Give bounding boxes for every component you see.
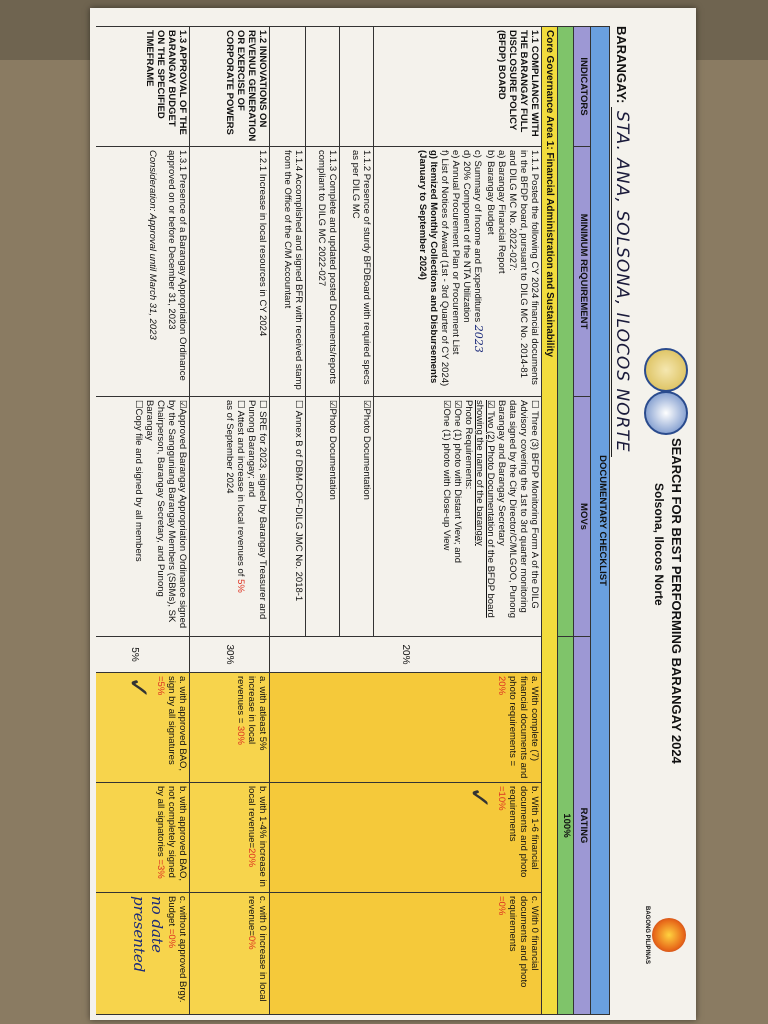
col-min-req: MINIMUM REQUIREMENT — [574, 147, 591, 397]
document-location: Solsona, Ilocos Norte — [652, 483, 666, 606]
rating-1-2-b: b. with 1-4% increase in local revenue=20% — [189, 783, 269, 893]
req-1-1-3: 1.1.3 Complete and updated posted Documents/reports compliant to DILG MC 2022-027 — [305, 147, 339, 397]
movs-1-3: ☑Approved Barangay Appropriation Ordinance signed by the Sangguniang Barangay Members (SBMs), SK Chairperson, Barangay Secretary, and Punong Barangay ☐Copy file and signed by all members — [96, 397, 189, 637]
rating-1-2-a: a. with atleast 5% increase in local revenues = 30% — [189, 673, 269, 783]
indicator-1-1: 1.1 COMPLIANCE WITH THE BARANGAY FULL DISCLOSURE POLICY (BFDP) BOARD — [373, 27, 541, 147]
req-item: f) List of Notices of Award (1st - 3rd Quarter of CY 2024) — [439, 150, 451, 387]
bagong-pilipinas-logo-icon — [652, 918, 686, 952]
weight-1-3: 5% — [96, 637, 189, 673]
col-rating: RATING — [574, 637, 591, 1015]
total-row — [558, 27, 574, 1015]
rotated-document — [96, 18, 692, 1018]
req-1-1-2: 1.1.2 Presence of sturdy BFDBoard with required specs as per DILG MC — [339, 147, 373, 397]
requirement-1-1 — [373, 147, 541, 397]
indicator-1-3: 1.3 APPROVAL OF THE BARANGAY BUDGET ON THE SPECIFIED TIMEFRAME — [96, 27, 189, 147]
req-item: d) 20% Component of the NTA Utilization — [461, 150, 473, 323]
rating-1-3-a: a. with approved BAO, sign by all signatures =5% ✓ — [96, 673, 189, 783]
area-row — [541, 27, 558, 1015]
movs-1-1 — [373, 397, 541, 637]
mov-item: ☑One (1) photo with Close-up View — [441, 400, 453, 551]
col-indicators: INDICATORS — [574, 27, 591, 147]
checklist-table — [96, 26, 610, 1015]
movs-1-1-3: ☑Photo Documentation — [305, 397, 339, 637]
barangay-line — [612, 26, 632, 457]
requirement-1-3: 1.3.1 Presence of a Barangay Appropriation Ordinance approved on or before December 31, 2023 Consideration: Approval until March 31, 2023 — [96, 147, 189, 397]
mov-item: ☑ Two (2) Photo Documentation of the BFDP board showing the name of the barangay — [473, 400, 496, 618]
req-1-1-intro: 1.1.1 Posted the following CY 2024 financial documents in the BFDP board, pursuant to DILG MC No. 2014-81 and DILG MC No. 2022-027: — [506, 150, 540, 385]
handwritten-note: no date presented — [130, 896, 166, 973]
rating-1-2-c: c. with 0 increase in local revenue=0% — [189, 893, 269, 1015]
rating-total: 100% — [558, 637, 574, 1015]
logo-caption: BAGONG PILIPINAS — [644, 906, 650, 965]
table-row — [96, 27, 189, 1015]
check-mark-icon: ✓ — [462, 786, 496, 810]
indicator-1-2: 1.2 INNOVATIONS ON REVENUE GENERATION OR EXERCISE OF CORPORATE POWERS — [189, 27, 269, 147]
check-mark-icon: ✓ — [121, 676, 155, 700]
requirement-1-2: 1.2.1 Increase in local resources in CY 2024 — [189, 147, 269, 397]
checklist-title-row — [591, 27, 610, 1015]
weight-1-1: 20% — [269, 637, 541, 673]
weight-1-2: 30% — [189, 637, 269, 673]
barangay-label: BARANGAY: — [614, 26, 629, 104]
document-title: SEARCH FOR BEST PERFORMING BARANGAY 2024 — [669, 438, 684, 764]
table-row — [189, 27, 269, 1015]
movs-1-2: ☐ SRE for 2023, signed by Barangay Treasurer and Punong Barangay; and ☐ Attest and increase in local revenues of 5% as of September 2024 — [189, 397, 269, 637]
table-row — [373, 27, 541, 1015]
municipal-seal-icon — [644, 348, 688, 392]
mov-item: ☐ Three (3) BFDP Monitoring Form A of the DILG Advisory covering the 1st to 3rd quarter monitoring data signed by the City Director/C/MLGOO, Punong Barangay and Barangay Secretary — [495, 400, 540, 619]
req-item: g) Itemized Monthly Collections and Disbursements (January to September 2024) — [417, 150, 440, 384]
column-header-row — [574, 27, 591, 1015]
dilg-seal-icon — [644, 391, 688, 435]
req-item: a) Barangay Financial Report — [495, 150, 507, 274]
movs-1-1-4: ☐ Annex B of DBM-DOF-DILG JMC No. 2018-1 — [269, 397, 305, 637]
rating-1-1-c: c. With 0 financial documents and photo requirements =0% — [269, 893, 541, 1015]
mov-item: ☑One (1) photo with Distant View; and — [452, 400, 464, 564]
col-movs: MOVs — [574, 397, 591, 637]
rating-1-3-c: c. without approved Brgy. Budget =0% no date presented — [96, 893, 189, 1015]
req-1-1-4: 1.1.4 Accomplished and signed BFR with received stamp from the Office of the C/M Accountant — [269, 147, 305, 397]
document-header — [634, 18, 692, 1018]
rating-1-1-a: a. With complete (7) financial documents and photo requirements = 20% — [269, 673, 541, 783]
req-item: b) Barangay Budget — [484, 150, 496, 235]
checklist-title: DOCUMENTARY CHECKLIST — [591, 27, 610, 1015]
rating-1-3-b: b. with approved BAO, not completely signed by all signatories =3% — [96, 783, 189, 893]
area-title: Core Governance Area 1: Financial Administration and Sustainability — [541, 27, 558, 1015]
barangay-name-handwritten: STA. ANA, SOLSONA, ILOCOS NORTE — [611, 107, 632, 457]
rating-1-1-b: b. With 1-6 financial documents and photo requirements =10% ✓ — [269, 783, 541, 893]
mov-item: Photo Requirements: — [463, 400, 475, 490]
document-landscape — [96, 18, 692, 1018]
req-item: c) Summary of Income and Expenditures 2023 — [471, 150, 485, 353]
req-handwritten: 2023 — [471, 324, 485, 353]
movs-1-1-2: ☑Photo Documentation — [339, 397, 373, 637]
req-item: e) Annual Procurement Plan or Procurement List — [450, 150, 462, 355]
